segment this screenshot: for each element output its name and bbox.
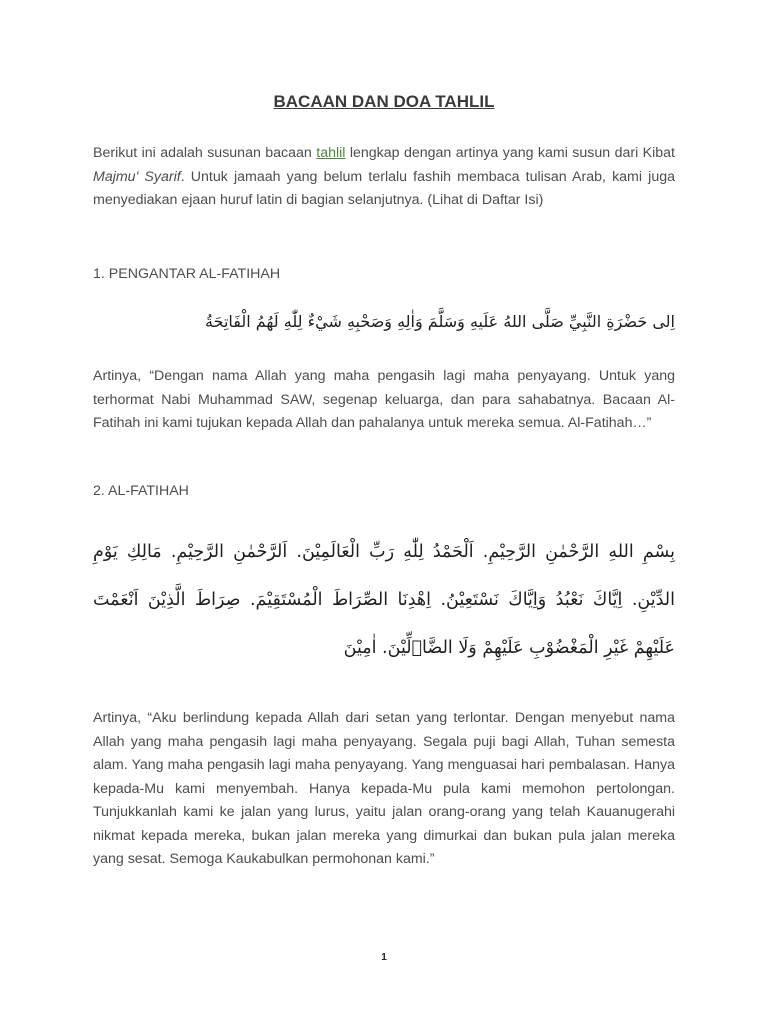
page-number: 1 (381, 952, 387, 963)
translation-pengantar: Artinya, “Dengan nama Allah yang maha pengasih lagi maha penyayang. Untuk yang terhormat Nabi Muhammad SAW, segenap keluarga, dan para sahabatnya. Bacaan Al-Fatihah ini kami tujukan kepada Allah dan pahalanya untuk mereka semua. Al-Fatihah…” (93, 368, 675, 431)
book-title: Majmu' Syarif (93, 168, 181, 185)
section-heading-fatihah: 2. AL-FATIHAH (93, 483, 189, 499)
intro-paragraph (93, 142, 675, 213)
section-heading-pengantar: 1. PENGANTAR AL-FATIHAH (93, 266, 281, 282)
intro-text-3: . Untuk jamaah yang belum terlalu fashih membaca tulisan Arab, kami juga menyediakan ejaan huruf latin di bagian selanjutnya. (Lihat di Daftar Isi) (93, 168, 675, 208)
tahlil-link[interactable]: tahlil (316, 145, 346, 161)
intro-text-2: lengkap dengan artinya yang kami susun dari Kibat (345, 145, 675, 161)
document-title: BACAAN DAN DOA TAHLIL (273, 92, 495, 111)
translation-fatihah: Artinya, “Aku berlindung kepada Allah dari setan yang terlontar. Dengan menyebut nama Allah yang maha pengasih lagi maha penyayang. Segala puji bagi Allah, Tuhan semesta alam. Yang maha pengasih lagi maha penyayang. Yang menguasai hari pembalasan. Hanya kepada-Mu kami menyembah. Hanya kepada-Mu pula kami memohon pertolongan. Tunjukkanlah kami ke jalan yang lurus, yaitu jalan orang-orang yang telah Kauanugerahi nikmat kepada mereka, bukan jalan mereka yang dimurkai dan bukan pula jalan mereka yang sesat. Semoga Kaukabulkan permohonan kami.” (93, 710, 675, 867)
arabic-fatihah: بِسْمِ اللهِ الرَّحْمٰنِ الرَّحِيْمِ. اَلْحَمْدُ لِلّٰهِ رَبِّ الْعَالَمِيْنَ. اَلرَّحْمٰنِ الرَّحِيْمِ. مَالِكِ يَوْمِ الدِّيْنِ. اِيَّاكَ نَعْبُدُ وَاِيَّاكَ نَسْتَعِيْنُ. اِهْدِنَا الصِّرَاطَ الْمُسْتَقِيْمَ. صِرَاطَ الَّذِيْنَ اَنْعَمْتَ عَلَيْهِمْ غَيْرِ الْمَغْضُوْبِ عَلَيْهِمْ وَلَا الضَّاۤلِّيْنَ. اٰمِيْنَ (93, 542, 675, 658)
intro-text-1: Berikut ini adalah susunan bacaan (93, 145, 317, 161)
arabic-pengantar: اِلى حَضْرَةِ النَّبِيِّ صَلَّى اللهُ عَلَيهِ وَسَلَّمَ وَاٰلِهِ وَصَحْبِهِ شَيْءٌ لِلّٰهِ لَهُمُ الْفَاتِحَةُ (205, 312, 675, 331)
